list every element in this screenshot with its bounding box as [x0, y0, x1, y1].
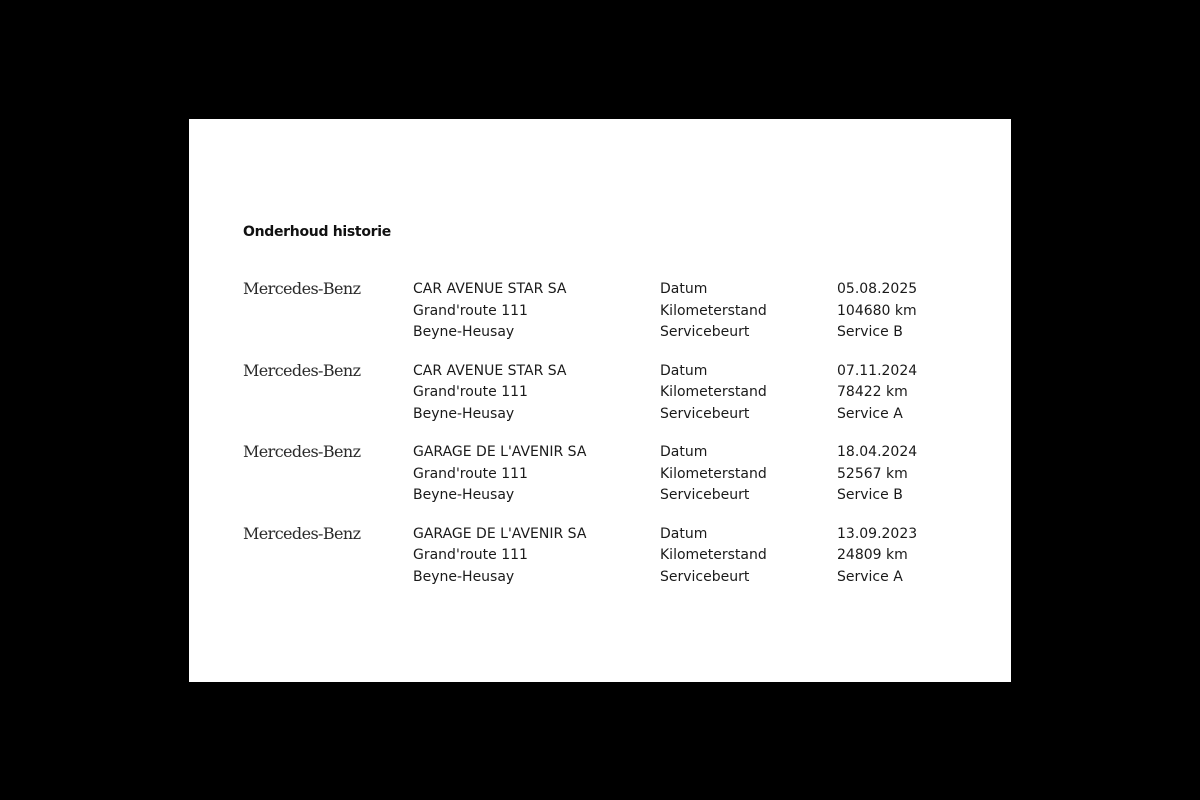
- garage-city: Beyne-Heusay: [413, 568, 515, 585]
- garage-city: Beyne-Heusay: [413, 324, 515, 340]
- record-values: [837, 279, 917, 344]
- record-values: [837, 361, 917, 426]
- maintenance-record: [189, 361, 1011, 443]
- date-label: Datum: [660, 281, 708, 297]
- garage-name: GARAGE DE L'AVENIR SA: [413, 525, 587, 542]
- mileage-value: 24809 km: [837, 547, 908, 563]
- garage-name: CAR AVENUE STAR SA: [413, 362, 567, 379]
- garage-street: Grand'route 111: [413, 302, 528, 319]
- date-label: Datum: [660, 525, 708, 542]
- garage-name: GARAGE DE L'AVENIR SA: [413, 444, 587, 460]
- garage-street: Grand'route 111: [413, 384, 528, 400]
- service-label: Servicebeurt: [660, 405, 750, 422]
- record-labels: [660, 279, 767, 344]
- date-value: 18.04.2024: [837, 444, 918, 460]
- garage-info: [413, 524, 586, 589]
- record-values: [837, 524, 917, 589]
- mileage-value: 104680 km: [837, 302, 917, 319]
- record-labels: [660, 361, 767, 426]
- maintenance-record-list: [189, 279, 1011, 605]
- service-value: Service B: [837, 487, 903, 503]
- mileage-value: 78422 km: [837, 384, 908, 400]
- garage-name: CAR AVENUE STAR SA: [413, 281, 567, 297]
- service-label: Servicebeurt: [660, 324, 750, 340]
- service-value: Service A: [837, 568, 903, 585]
- date-value: 07.11.2024: [837, 362, 918, 379]
- garage-city: Beyne-Heusay: [413, 405, 515, 422]
- record-values: [837, 442, 917, 507]
- record-labels: [660, 524, 767, 589]
- maintenance-history-card: [189, 119, 1011, 682]
- brand-logo-text: Mercedes-Benz: [243, 360, 361, 380]
- garage-street: Grand'route 111: [413, 465, 528, 482]
- service-value: Service B: [837, 324, 903, 340]
- maintenance-record: [189, 279, 1011, 361]
- garage-info: [413, 279, 566, 344]
- maintenance-record: [189, 442, 1011, 524]
- date-label: Datum: [660, 362, 708, 379]
- mileage-label: Kilometerstand: [660, 302, 767, 319]
- brand-logo-text: Mercedes-Benz: [243, 523, 361, 543]
- date-label: Datum: [660, 444, 708, 460]
- garage-info: [413, 361, 566, 426]
- garage-info: [413, 442, 586, 507]
- garage-city: Beyne-Heusay: [413, 487, 515, 503]
- date-value: 05.08.2025: [837, 281, 918, 297]
- record-labels: [660, 442, 767, 507]
- maintenance-record: [189, 524, 1011, 606]
- brand-logo-text: Mercedes-Benz: [243, 442, 361, 461]
- service-value: Service A: [837, 405, 903, 422]
- date-value: 13.09.2023: [837, 525, 918, 542]
- mileage-label: Kilometerstand: [660, 547, 767, 563]
- mileage-value: 52567 km: [837, 465, 908, 482]
- mileage-label: Kilometerstand: [660, 465, 767, 482]
- service-label: Servicebeurt: [660, 487, 750, 503]
- service-label: Servicebeurt: [660, 568, 750, 585]
- garage-street: Grand'route 111: [413, 547, 528, 563]
- mileage-label: Kilometerstand: [660, 384, 767, 400]
- page-title: Onderhoud historie: [243, 224, 391, 240]
- brand-logo-text: Mercedes-Benz: [243, 279, 361, 298]
